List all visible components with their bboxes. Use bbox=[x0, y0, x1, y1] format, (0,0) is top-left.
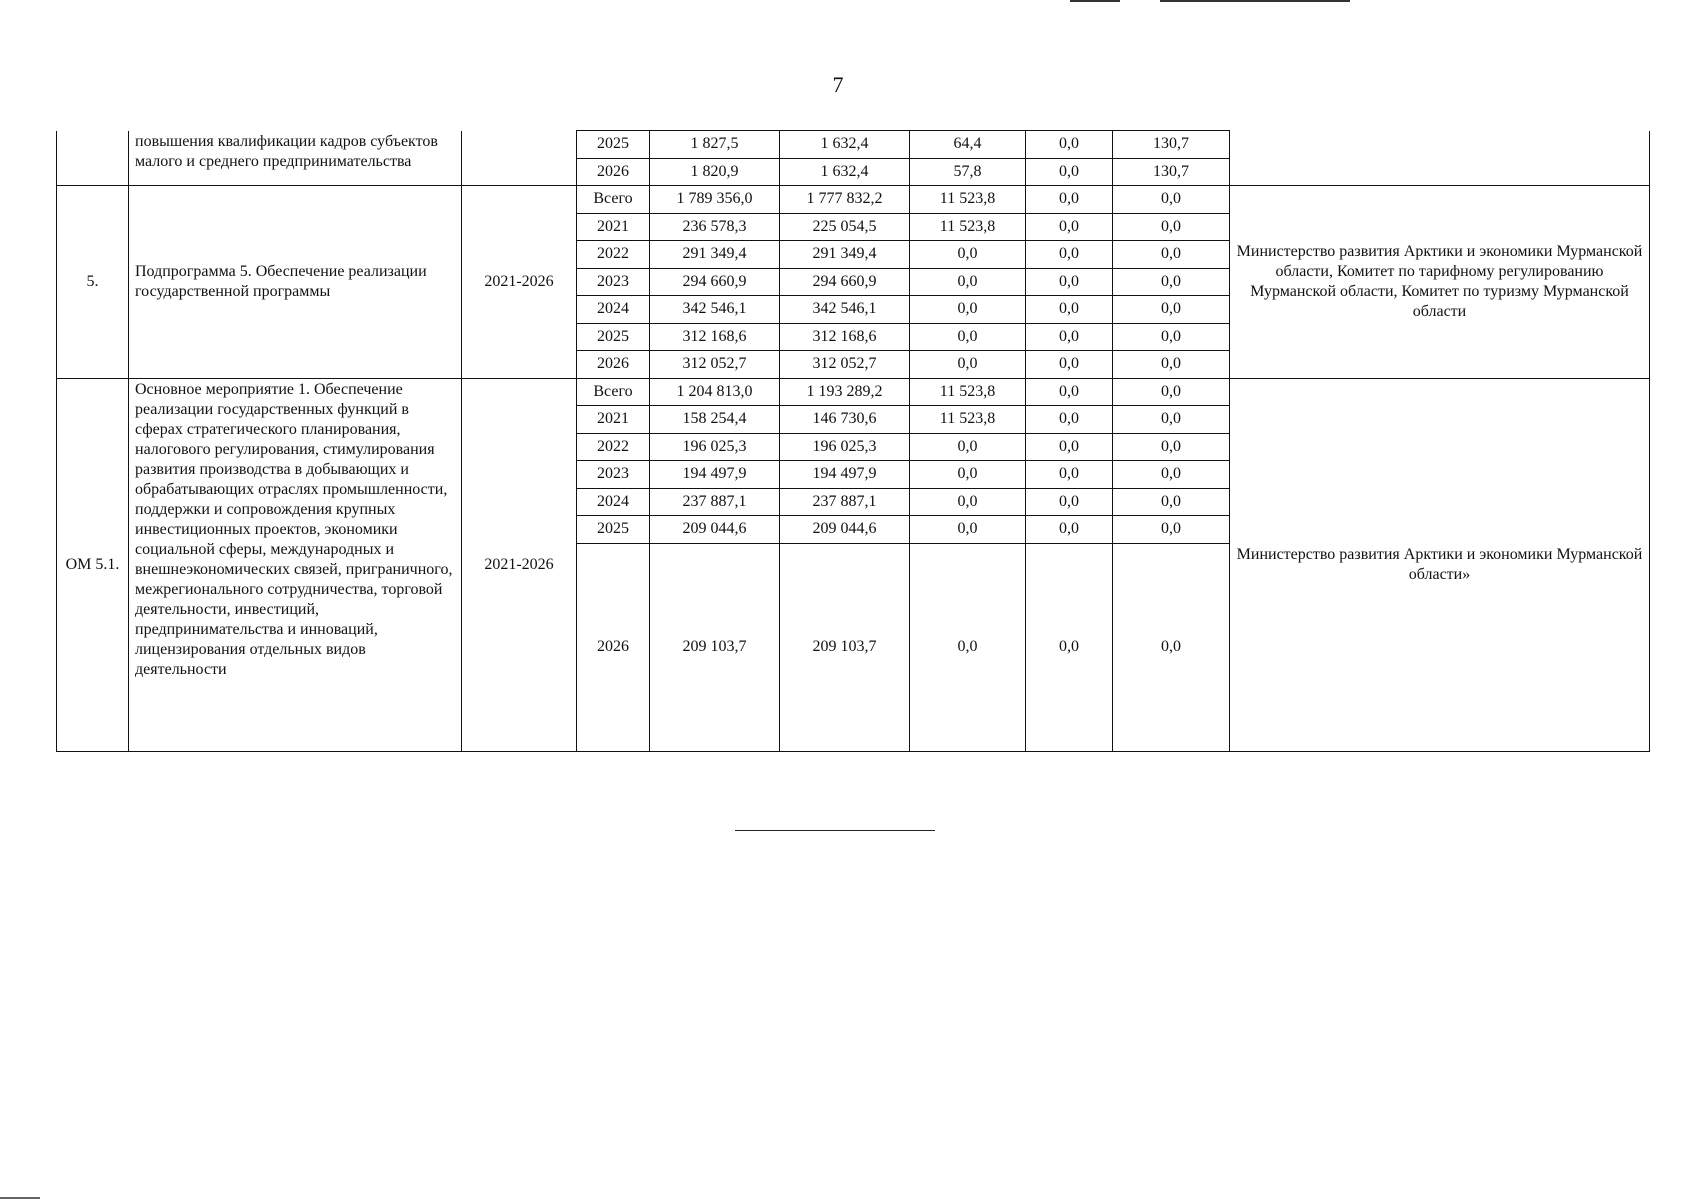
table-row bbox=[57, 378, 1650, 406]
regional-budget-cell: 1 777 832,2 bbox=[780, 186, 910, 214]
local-budget-cell: 0,0 bbox=[1026, 406, 1113, 434]
federal-budget-cell: 0,0 bbox=[910, 433, 1026, 461]
implementation-period-cell: 2021-2026 bbox=[462, 378, 577, 751]
extrabudgetary-cell: 0,0 bbox=[1113, 378, 1230, 406]
extrabudgetary-cell: 0,0 bbox=[1113, 323, 1230, 351]
local-budget-cell: 0,0 bbox=[1026, 433, 1113, 461]
top-scan-rule bbox=[1160, 0, 1350, 2]
federal-budget-cell: 0,0 bbox=[910, 351, 1026, 379]
extrabudgetary-cell: 0,0 bbox=[1113, 241, 1230, 269]
local-budget-cell: 0,0 bbox=[1026, 268, 1113, 296]
regional-budget-cell: 294 660,9 bbox=[780, 268, 910, 296]
federal-budget-cell: 0,0 bbox=[910, 516, 1026, 544]
item-description-cell: Основное мероприятие 1. Обеспечение реализации государственных функций в сферах стратегического планирования, налогового регулирования, стимулирования развития производства в добывающих и обрабатывающих отраслях промышленности, поддержки и сопровождения крупных инвестиционных проектов, экономики социальной сферы, международных и внешнеэкономических связей, приграничного, межрегионального сотрудничества, торговой деятельности, инвестиций, предпринимательства и инноваций, лицензирования отдельных видов деятельности bbox=[129, 378, 462, 751]
total-amount-cell: 291 349,4 bbox=[650, 241, 780, 269]
year-cell: 2023 bbox=[577, 461, 650, 489]
extrabudgetary-cell: 0,0 bbox=[1113, 268, 1230, 296]
extrabudgetary-cell: 0,0 bbox=[1113, 543, 1230, 751]
year-cell: 2022 bbox=[577, 433, 650, 461]
table-body bbox=[57, 131, 1650, 752]
total-amount-cell: 1 827,5 bbox=[650, 131, 780, 159]
regional-budget-cell: 196 025,3 bbox=[780, 433, 910, 461]
year-cell: 2023 bbox=[577, 268, 650, 296]
federal-budget-cell: 11 523,8 bbox=[910, 378, 1026, 406]
regional-budget-cell: 1 632,4 bbox=[780, 131, 910, 159]
extrabudgetary-cell: 0,0 bbox=[1113, 516, 1230, 544]
extrabudgetary-cell: 0,0 bbox=[1113, 186, 1230, 214]
year-cell: 2025 bbox=[577, 516, 650, 544]
total-amount-cell: 1 789 356,0 bbox=[650, 186, 780, 214]
local-budget-cell: 0,0 bbox=[1026, 131, 1113, 159]
federal-budget-cell: 0,0 bbox=[910, 488, 1026, 516]
extrabudgetary-cell: 0,0 bbox=[1113, 488, 1230, 516]
local-budget-cell: 0,0 bbox=[1026, 488, 1113, 516]
local-budget-cell: 0,0 bbox=[1026, 186, 1113, 214]
federal-budget-cell: 11 523,8 bbox=[910, 406, 1026, 434]
total-amount-cell: 158 254,4 bbox=[650, 406, 780, 434]
implementation-period-cell bbox=[462, 131, 577, 186]
extrabudgetary-cell: 0,0 bbox=[1113, 461, 1230, 489]
extrabudgetary-cell: 130,7 bbox=[1113, 158, 1230, 186]
local-budget-cell: 0,0 bbox=[1026, 378, 1113, 406]
year-cell: Всего bbox=[577, 378, 650, 406]
table-row bbox=[57, 186, 1650, 214]
regional-budget-cell: 1 632,4 bbox=[780, 158, 910, 186]
local-budget-cell: 0,0 bbox=[1026, 516, 1113, 544]
local-budget-cell: 0,0 bbox=[1026, 213, 1113, 241]
local-budget-cell: 0,0 bbox=[1026, 543, 1113, 751]
federal-budget-cell: 0,0 bbox=[910, 296, 1026, 324]
implementation-period-cell: 2021-2026 bbox=[462, 186, 577, 379]
end-of-document-rule bbox=[735, 830, 935, 831]
regional-budget-cell: 342 546,1 bbox=[780, 296, 910, 324]
local-budget-cell: 0,0 bbox=[1026, 461, 1113, 489]
extrabudgetary-cell: 0,0 bbox=[1113, 351, 1230, 379]
regional-budget-cell: 291 349,4 bbox=[780, 241, 910, 269]
total-amount-cell: 194 497,9 bbox=[650, 461, 780, 489]
total-amount-cell: 1 204 813,0 bbox=[650, 378, 780, 406]
scan-corner-mark bbox=[0, 1197, 40, 1199]
responsible-executor-cell: Министерство развития Арктики и экономики Мурманской области» bbox=[1230, 378, 1650, 751]
total-amount-cell: 237 887,1 bbox=[650, 488, 780, 516]
item-description-cell: Подпрограмма 5. Обеспечение реализации государственной программы bbox=[129, 186, 462, 379]
federal-budget-cell: 0,0 bbox=[910, 241, 1026, 269]
federal-budget-cell: 11 523,8 bbox=[910, 213, 1026, 241]
regional-budget-cell: 194 497,9 bbox=[780, 461, 910, 489]
federal-budget-cell: 0,0 bbox=[910, 461, 1026, 489]
total-amount-cell: 1 820,9 bbox=[650, 158, 780, 186]
extrabudgetary-cell: 130,7 bbox=[1113, 131, 1230, 159]
year-cell: 2026 bbox=[577, 543, 650, 751]
total-amount-cell: 294 660,9 bbox=[650, 268, 780, 296]
item-number-cell bbox=[57, 131, 129, 186]
year-cell: 2026 bbox=[577, 158, 650, 186]
extrabudgetary-cell: 0,0 bbox=[1113, 213, 1230, 241]
regional-budget-cell: 209 103,7 bbox=[780, 543, 910, 751]
year-cell: 2026 bbox=[577, 351, 650, 379]
regional-budget-cell: 146 730,6 bbox=[780, 406, 910, 434]
responsible-executor-cell: Министерство развития Арктики и экономики Мурманской области, Комитет по тарифному регулированию Мурманской области, Комитет по туризму Мурманской области bbox=[1230, 186, 1650, 379]
year-cell: Всего bbox=[577, 186, 650, 214]
regional-budget-cell: 312 168,6 bbox=[780, 323, 910, 351]
local-budget-cell: 0,0 bbox=[1026, 351, 1113, 379]
year-cell: 2022 bbox=[577, 241, 650, 269]
regional-budget-cell: 237 887,1 bbox=[780, 488, 910, 516]
year-cell: 2024 bbox=[577, 296, 650, 324]
page-number: 7 bbox=[832, 72, 844, 97]
federal-budget-cell: 64,4 bbox=[910, 131, 1026, 159]
extrabudgetary-cell: 0,0 bbox=[1113, 406, 1230, 434]
local-budget-cell: 0,0 bbox=[1026, 158, 1113, 186]
item-description-cell: повышения квалификации кадров субъектов малого и среднего предпринимательства bbox=[129, 131, 462, 186]
year-cell: 2021 bbox=[577, 213, 650, 241]
local-budget-cell: 0,0 bbox=[1026, 323, 1113, 351]
local-budget-cell: 0,0 bbox=[1026, 241, 1113, 269]
extrabudgetary-cell: 0,0 bbox=[1113, 433, 1230, 461]
total-amount-cell: 209 103,7 bbox=[650, 543, 780, 751]
year-cell: 2025 bbox=[577, 323, 650, 351]
total-amount-cell: 209 044,6 bbox=[650, 516, 780, 544]
budget-table bbox=[56, 130, 1650, 752]
regional-budget-cell: 209 044,6 bbox=[780, 516, 910, 544]
federal-budget-cell: 57,8 bbox=[910, 158, 1026, 186]
total-amount-cell: 312 168,6 bbox=[650, 323, 780, 351]
regional-budget-cell: 312 052,7 bbox=[780, 351, 910, 379]
local-budget-cell: 0,0 bbox=[1026, 296, 1113, 324]
federal-budget-cell: 0,0 bbox=[910, 543, 1026, 751]
table-row bbox=[57, 131, 1650, 159]
regional-budget-cell: 225 054,5 bbox=[780, 213, 910, 241]
year-cell: 2021 bbox=[577, 406, 650, 434]
top-scan-rule bbox=[1070, 0, 1120, 2]
federal-budget-cell: 0,0 bbox=[910, 323, 1026, 351]
total-amount-cell: 196 025,3 bbox=[650, 433, 780, 461]
extrabudgetary-cell: 0,0 bbox=[1113, 296, 1230, 324]
year-cell: 2025 bbox=[577, 131, 650, 159]
item-number-cell: 5. bbox=[57, 186, 129, 379]
total-amount-cell: 236 578,3 bbox=[650, 213, 780, 241]
responsible-executor-cell bbox=[1230, 131, 1650, 186]
federal-budget-cell: 0,0 bbox=[910, 268, 1026, 296]
total-amount-cell: 312 052,7 bbox=[650, 351, 780, 379]
year-cell: 2024 bbox=[577, 488, 650, 516]
regional-budget-cell: 1 193 289,2 bbox=[780, 378, 910, 406]
federal-budget-cell: 11 523,8 bbox=[910, 186, 1026, 214]
total-amount-cell: 342 546,1 bbox=[650, 296, 780, 324]
item-number-cell: ОМ 5.1. bbox=[57, 378, 129, 751]
